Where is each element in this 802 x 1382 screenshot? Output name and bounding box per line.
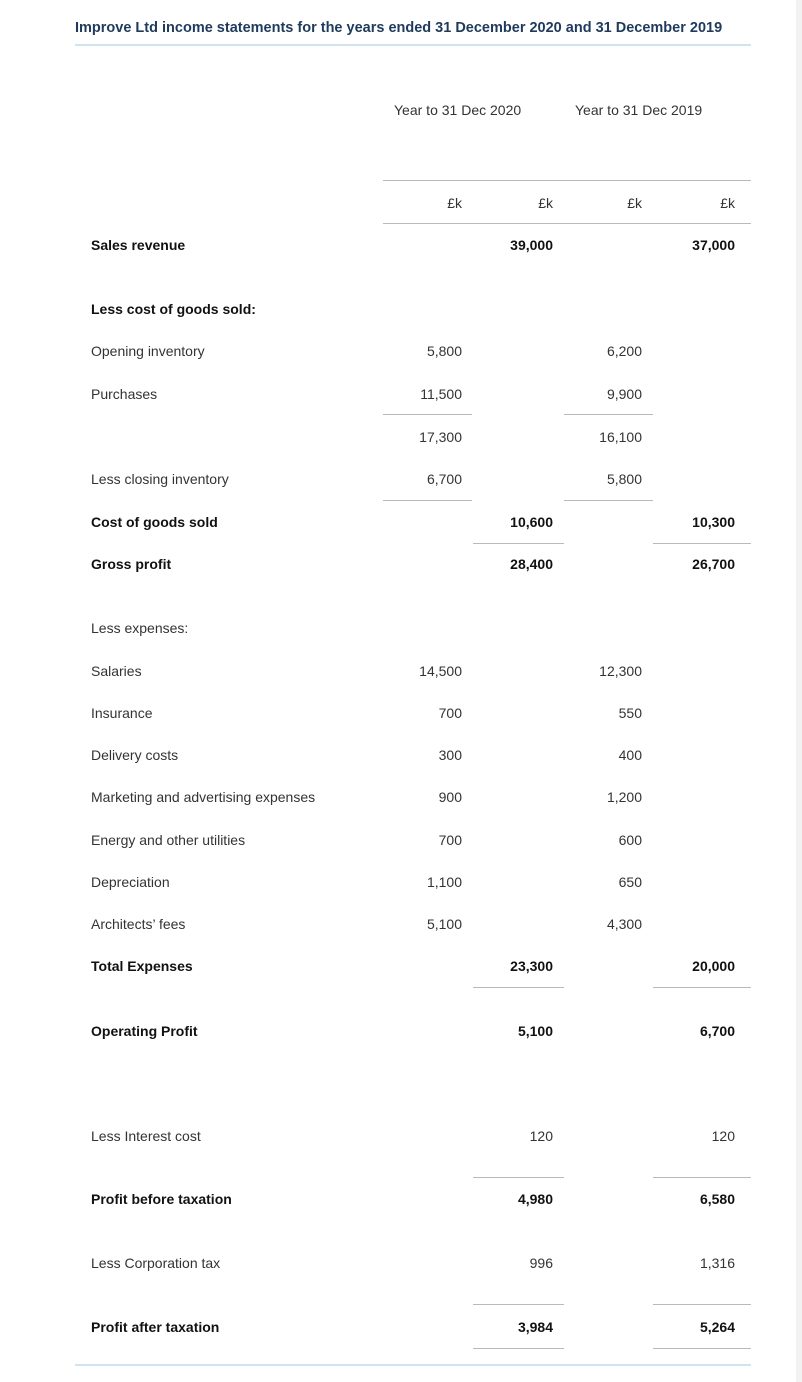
value-depreciation-c3: 650	[618, 874, 642, 890]
value-energy-and-other-utilities-c3: 600	[618, 832, 642, 848]
value-operating-profit-c4: 6,700	[699, 1023, 735, 1039]
year-heading-2019: Year to 31 Dec 2019	[575, 102, 703, 118]
value-gross-profit-c2: 28,400	[510, 556, 553, 572]
value-marketing-and-advertising-expenses-c3: 1,200	[606, 789, 642, 805]
value-less-corporation-tax-c4: 1,316	[699, 1255, 735, 1271]
value-operating-profit-c2: 5,100	[517, 1023, 553, 1039]
value-profit-before-taxation-c4: 6,580	[699, 1191, 735, 1207]
value-subtotal-c3: 16,100	[599, 429, 642, 445]
value-less-interest-cost-c4: 120	[711, 1128, 735, 1144]
value-opening-inventory-c1: 5,800	[426, 343, 462, 359]
rule-line	[473, 987, 564, 988]
units-bottom-rule	[383, 223, 751, 224]
value-less-closing-inventory-c1: 6,700	[426, 471, 462, 487]
row-label-less-interest-cost: Less Interest cost	[91, 1128, 201, 1144]
row-label-depreciation: Depreciation	[91, 874, 170, 890]
value-architects-fees-c3: 4,300	[606, 916, 642, 932]
value-architects-fees-c1: 5,100	[426, 916, 462, 932]
value-insurance-c1: 700	[438, 705, 462, 721]
value-less-interest-cost-c2: 120	[529, 1128, 553, 1144]
footer-rule	[75, 1364, 751, 1366]
value-profit-before-taxation-c2: 4,980	[517, 1191, 553, 1207]
row-label-less-corporation-tax: Less Corporation tax	[91, 1255, 221, 1271]
row-label-total-expenses: Total Expenses	[91, 958, 193, 974]
rule-line	[653, 987, 751, 988]
value-gross-profit-c4: 26,700	[692, 556, 735, 572]
row-label-salaries: Salaries	[91, 663, 142, 679]
value-delivery-costs-c1: 300	[438, 747, 462, 763]
units-top-rule	[383, 180, 751, 181]
unit-label: £k	[447, 195, 462, 211]
value-sales-revenue-c2: 39,000	[510, 237, 553, 253]
row-label-delivery-costs: Delivery costs	[91, 747, 179, 763]
value-subtotal-c1: 17,300	[419, 429, 462, 445]
value-sales-revenue-c4: 37,000	[692, 237, 735, 253]
value-opening-inventory-c3: 6,200	[606, 343, 642, 359]
rule-line	[653, 1304, 751, 1305]
statement-title: Improve Ltd income statements for the years ended 31 December 2020 and 31 December 2019	[75, 20, 723, 36]
rule-line	[473, 543, 564, 544]
value-purchases-c3: 9,900	[606, 386, 642, 402]
row-label-sales-revenue: Sales revenue	[91, 237, 186, 253]
row-label-profit-after-taxation: Profit after taxation	[91, 1319, 220, 1335]
row-label-architects-fees: Architects’ fees	[91, 916, 186, 932]
row-label-profit-before-taxation: Profit before taxation	[91, 1191, 232, 1207]
row-label-marketing-and-advertising-expenses: Marketing and advertising expenses	[91, 789, 316, 805]
row-label-less-cost-of-goods-sold: Less cost of goods sold:	[91, 301, 256, 317]
unit-label: £k	[720, 195, 735, 211]
value-cost-of-goods-sold-c2: 10,600	[510, 514, 553, 530]
rule-line	[653, 543, 751, 544]
row-label-operating-profit: Operating Profit	[91, 1023, 198, 1039]
unit-label: £k	[538, 195, 553, 211]
value-purchases-c1: 11,500	[420, 386, 462, 402]
value-salaries-c3: 12,300	[599, 663, 642, 679]
rule-line	[473, 1177, 564, 1178]
value-delivery-costs-c3: 400	[618, 747, 642, 763]
title-underline	[75, 44, 751, 46]
rule-line	[653, 1177, 751, 1178]
value-less-corporation-tax-c2: 996	[529, 1255, 553, 1271]
value-total-expenses-c4: 20,000	[692, 958, 735, 974]
rule-line	[383, 500, 472, 501]
year-heading-2020: Year to 31 Dec 2020	[394, 102, 522, 118]
rule-line	[473, 1304, 564, 1305]
row-label-cost-of-goods-sold: Cost of goods sold	[91, 514, 218, 530]
row-label-less-expenses: Less expenses:	[91, 620, 189, 636]
rule-line	[653, 1348, 751, 1349]
row-label-purchases: Purchases	[91, 386, 158, 402]
value-total-expenses-c2: 23,300	[510, 958, 553, 974]
value-profit-after-taxation-c2: 3,984	[517, 1319, 553, 1335]
value-marketing-and-advertising-expenses-c1: 900	[438, 789, 462, 805]
row-label-opening-inventory: Opening inventory	[91, 343, 205, 359]
row-label-gross-profit: Gross profit	[91, 556, 172, 572]
value-depreciation-c1: 1,100	[426, 874, 462, 890]
value-energy-and-other-utilities-c1: 700	[438, 832, 462, 848]
page-edge	[796, 0, 802, 1382]
value-salaries-c1: 14,500	[419, 663, 462, 679]
value-less-closing-inventory-c3: 5,800	[606, 471, 642, 487]
row-label-energy-and-other-utilities: Energy and other utilities	[91, 832, 246, 848]
row-label-less-closing-inventory: Less closing inventory	[91, 471, 229, 487]
value-profit-after-taxation-c4: 5,264	[699, 1319, 735, 1335]
value-cost-of-goods-sold-c4: 10,300	[692, 514, 735, 530]
rule-line	[564, 414, 653, 415]
rule-line	[473, 1348, 564, 1349]
rule-line	[564, 500, 653, 501]
unit-label: £k	[627, 195, 642, 211]
row-label-insurance: Insurance	[91, 705, 153, 721]
value-insurance-c3: 550	[618, 705, 642, 721]
rule-line	[383, 414, 472, 415]
